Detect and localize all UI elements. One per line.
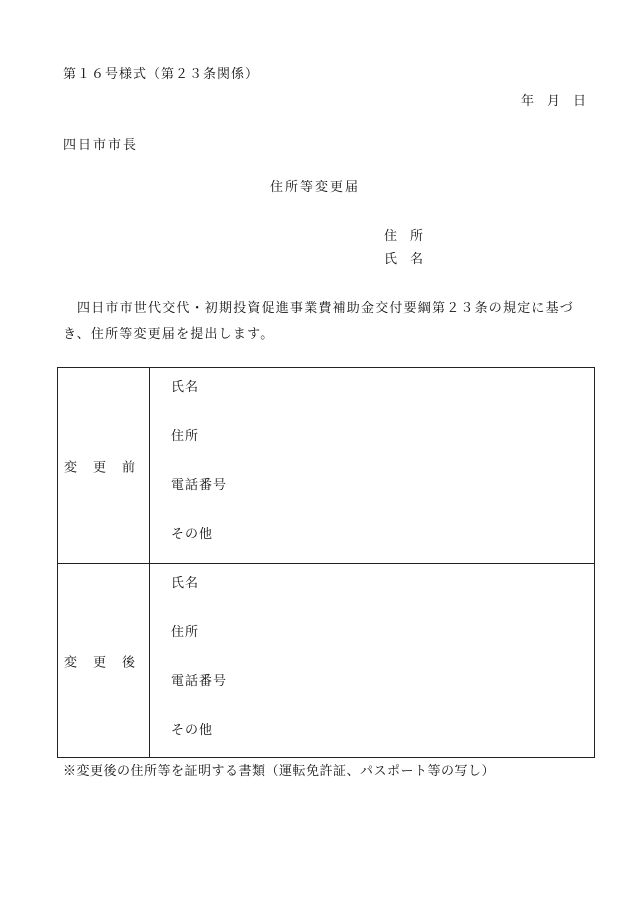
field-before-address: 住所	[171, 429, 200, 444]
applicant-name-label: 氏 名	[384, 252, 424, 267]
table-row-after	[58, 564, 594, 757]
field-before-other: その他	[171, 527, 214, 542]
field-after-other: その他	[171, 723, 214, 738]
form-number: 第１６号様式（第２３条関係）	[63, 67, 260, 82]
label-before: 変更前	[64, 460, 152, 475]
field-after-address: 住所	[171, 625, 200, 640]
label-after: 変更後	[64, 655, 152, 670]
date-line: 年 月 日	[520, 94, 586, 109]
footnote: ※変更後の住所等を証明する書類（運転免許証、パスポート等の写し）	[63, 764, 496, 779]
table-row-before	[58, 368, 594, 564]
field-before-phone: 電話番号	[171, 478, 228, 493]
applicant-address-label: 住 所	[384, 229, 424, 244]
field-before-name: 氏名	[171, 380, 200, 395]
label-cell-after	[58, 564, 150, 757]
body-text: 四日市市世代交代・初期投資促進事業費補助金交付要綱第２３条の規定に基づき、住所等変更届を提出します。	[63, 301, 575, 342]
recipient: 四日市市長	[63, 138, 139, 153]
field-after-name: 氏名	[171, 576, 200, 591]
change-table	[57, 367, 595, 758]
label-cell-before	[58, 368, 150, 563]
document-title: 住所等変更届	[269, 180, 360, 195]
field-after-phone: 電話番号	[171, 674, 228, 689]
